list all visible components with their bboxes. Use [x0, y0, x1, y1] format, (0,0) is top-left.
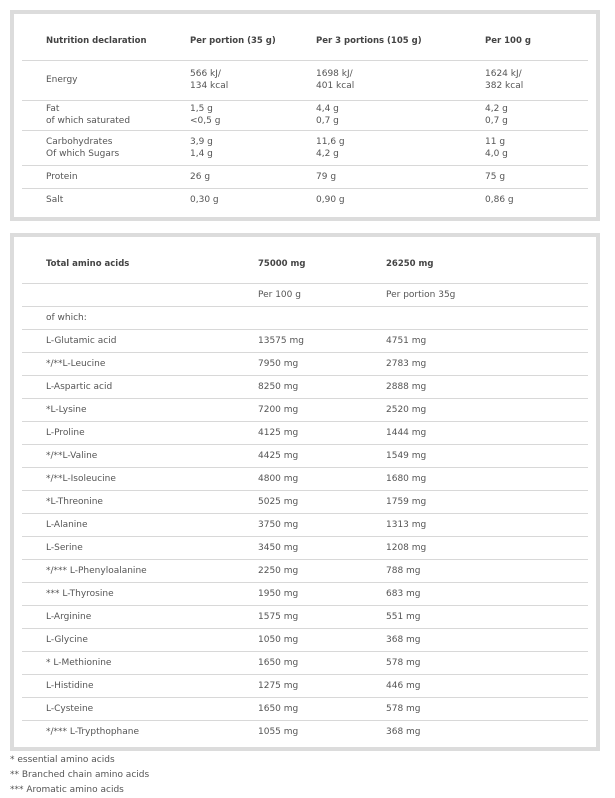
table-row — [22, 467, 588, 490]
amino-acid-table-panel — [10, 233, 600, 751]
table-row — [22, 398, 588, 421]
nutrition-table-panel — [10, 10, 600, 221]
amino-acid-name: L-Histidine — [46, 680, 94, 691]
row-value — [485, 100, 588, 130]
column-header: Per 100 g — [485, 35, 531, 46]
table-row — [22, 100, 588, 130]
amino-acid-name: *** L-Thyrosine — [46, 588, 114, 599]
row-label-line: Energy — [46, 75, 78, 85]
amino-acid-amount: 2520 mg — [386, 404, 427, 415]
table-row — [22, 536, 588, 559]
footnote-branched: ** Branched chain amino acids — [10, 770, 150, 780]
table-row — [22, 421, 588, 444]
row-value-line: 0,7 g — [485, 116, 508, 126]
amino-acid-amount: 4800 mg — [258, 473, 299, 484]
amino-acid-amount: 7950 mg — [258, 358, 299, 369]
row-value-line: 134 kcal — [190, 81, 229, 91]
amino-acid-amount: 2888 mg — [386, 381, 427, 392]
row-value — [190, 165, 316, 188]
row-value — [190, 130, 316, 165]
row-value — [190, 100, 316, 130]
amino-acid-name: */*** L-Trypthophane — [46, 726, 139, 737]
amino-acid-amount: 1575 mg — [258, 611, 299, 622]
amino-acid-amount: 1650 mg — [258, 657, 299, 668]
row-value — [316, 165, 485, 188]
amino-acid-amount: 3750 mg — [258, 519, 299, 530]
row-value-line: 79 g — [316, 171, 337, 182]
row-label-line: of which saturated — [46, 116, 131, 126]
row-label-line: Carbohydrates — [46, 136, 113, 147]
amino-acid-amount: 8250 mg — [258, 381, 299, 392]
table-row — [22, 720, 588, 743]
amino-acid-amount: 578 mg — [386, 657, 421, 668]
amino-acid-name: */**L-Isoleucine — [46, 473, 116, 484]
amino-acid-amount: 1313 mg — [386, 519, 427, 530]
table-row — [22, 513, 588, 536]
table-row — [22, 352, 588, 375]
row-value-line: 11,6 g — [316, 136, 345, 147]
table-row — [22, 165, 588, 188]
amino-acid-amount: 1680 mg — [386, 473, 427, 484]
footnote-essential: * essential amino acids — [10, 755, 115, 765]
amino-acid-amount: 1950 mg — [258, 588, 299, 599]
amino-acid-amount: 1650 mg — [258, 703, 299, 714]
amino-acid-amount: 446 mg — [386, 680, 421, 691]
row-value — [316, 60, 485, 100]
of-which-row — [22, 306, 588, 329]
table-row — [22, 605, 588, 628]
amino-acid-amount: 1050 mg — [258, 634, 299, 645]
amino-acid-amount: 683 mg — [386, 588, 421, 599]
amino-acid-name: *L-Lysine — [46, 404, 87, 415]
row-value-line: 3,9 g — [190, 136, 213, 147]
amino-acid-name: L-Arginine — [46, 611, 92, 622]
amino-acid-table — [22, 245, 588, 743]
row-value-line: 1,5 g — [190, 104, 213, 114]
table-row — [22, 559, 588, 582]
column-header: Per 3 portions (105 g) — [316, 35, 422, 46]
row-value-line: <0,5 g — [190, 116, 221, 126]
column-header: 75000 mg — [258, 258, 306, 269]
header-row — [22, 22, 588, 60]
column-header: Total amino acids — [46, 258, 130, 269]
row-value-line: 1,4 g — [190, 148, 213, 159]
amino-acid-amount: 1759 mg — [386, 496, 427, 507]
row-label-line: Fat — [46, 104, 60, 114]
row-value-line: 4,4 g — [316, 104, 339, 114]
table-row — [22, 697, 588, 720]
table-row — [22, 651, 588, 674]
table-row — [22, 444, 588, 467]
column-header: Per portion (35 g) — [190, 35, 276, 46]
row-label — [22, 165, 190, 188]
row-label — [22, 130, 190, 165]
row-value-line: 0,30 g — [190, 194, 219, 205]
row-value-line: 0,90 g — [316, 194, 345, 205]
row-value — [316, 130, 485, 165]
row-value-line: 1624 kJ/ — [485, 69, 522, 79]
amino-acid-name: L-Aspartic acid — [46, 381, 113, 392]
amino-acid-amount: 4751 mg — [386, 335, 427, 346]
amino-acid-name: L-Proline — [46, 427, 85, 438]
amino-acid-name: L-Serine — [46, 542, 83, 553]
empty-cell — [386, 306, 588, 329]
amino-acid-amount: 368 mg — [386, 634, 421, 645]
column-subheader: Per 100 g — [258, 289, 301, 300]
table-row — [22, 60, 588, 100]
row-value-line: 0,7 g — [316, 116, 339, 126]
empty-cell — [258, 306, 386, 329]
row-value — [485, 165, 588, 188]
amino-acid-amount: 1275 mg — [258, 680, 299, 691]
amino-acid-amount: 4125 mg — [258, 427, 299, 438]
nutrition-table — [22, 22, 588, 211]
column-subheader: Per portion 35g — [386, 289, 456, 300]
table-row — [22, 490, 588, 513]
of-which-label: of which: — [46, 312, 87, 323]
amino-acid-amount: 3450 mg — [258, 542, 299, 553]
row-value-line: 566 kJ/ — [190, 69, 221, 79]
table-row — [22, 674, 588, 697]
amino-acid-amount: 368 mg — [386, 726, 421, 737]
row-label-line: Salt — [46, 194, 64, 205]
amino-acid-name: L-Glutamic acid — [46, 335, 117, 346]
table-row — [22, 329, 588, 352]
row-value — [485, 188, 588, 211]
row-label — [22, 100, 190, 130]
amino-acid-name: * L-Methionine — [46, 657, 112, 668]
row-value-line: 1698 kJ/ — [316, 69, 353, 79]
amino-acid-name: L-Cysteine — [46, 703, 94, 714]
amino-acid-amount: 1055 mg — [258, 726, 299, 737]
amino-acid-amount: 5025 mg — [258, 496, 299, 507]
row-value-line: 4,0 g — [485, 148, 508, 159]
table-row — [22, 628, 588, 651]
row-value-line: 4,2 g — [485, 104, 508, 114]
row-value — [190, 60, 316, 100]
amino-acid-name: L-Glycine — [46, 634, 88, 645]
row-value-line: 11 g — [485, 136, 506, 147]
amino-acid-amount: 7200 mg — [258, 404, 299, 415]
table-row — [22, 582, 588, 605]
row-value — [316, 100, 485, 130]
amino-acid-amount: 4425 mg — [258, 450, 299, 461]
row-value — [485, 130, 588, 165]
row-value — [485, 60, 588, 100]
amino-acid-amount: 578 mg — [386, 703, 421, 714]
row-value-line: 401 kcal — [316, 81, 355, 91]
amino-acid-amount: 2783 mg — [386, 358, 427, 369]
table-row — [22, 130, 588, 165]
amino-acid-name: */*** L-Phenyloalanine — [46, 565, 147, 576]
amino-acid-amount: 13575 mg — [258, 335, 304, 346]
footnote-aromatic: *** Aromatic amino acids — [10, 785, 124, 795]
row-label — [22, 188, 190, 211]
row-value-line: 26 g — [190, 171, 211, 182]
amino-acid-amount: 551 mg — [386, 611, 421, 622]
row-label-line: Protein — [46, 171, 78, 182]
amino-acid-name: L-Alanine — [46, 519, 88, 530]
row-value-line: 382 kcal — [485, 81, 524, 91]
amino-acid-name: */**L-Leucine — [46, 358, 106, 369]
table-row — [22, 188, 588, 211]
row-label — [22, 60, 190, 100]
row-label-line: Of which Sugars — [46, 148, 120, 159]
row-value-line: 75 g — [485, 171, 506, 182]
amino-acid-amount: 1444 mg — [386, 427, 427, 438]
row-value-line: 0,86 g — [485, 194, 514, 205]
column-header: Nutrition declaration — [46, 35, 147, 46]
amino-acid-amount: 2250 mg — [258, 565, 299, 576]
column-header: 26250 mg — [386, 258, 434, 269]
amino-acid-name: */**L-Valine — [46, 450, 98, 461]
amino-acid-amount: 788 mg — [386, 565, 421, 576]
row-value — [190, 188, 316, 211]
row-value — [316, 188, 485, 211]
row-value-line: 4,2 g — [316, 148, 339, 159]
subheader-row — [22, 283, 588, 306]
header-row — [22, 245, 588, 283]
amino-acid-amount: 1208 mg — [386, 542, 427, 553]
table-row — [22, 375, 588, 398]
amino-acid-amount: 1549 mg — [386, 450, 427, 461]
column-subheader — [22, 283, 258, 306]
amino-acid-name: *L-Threonine — [46, 496, 103, 507]
